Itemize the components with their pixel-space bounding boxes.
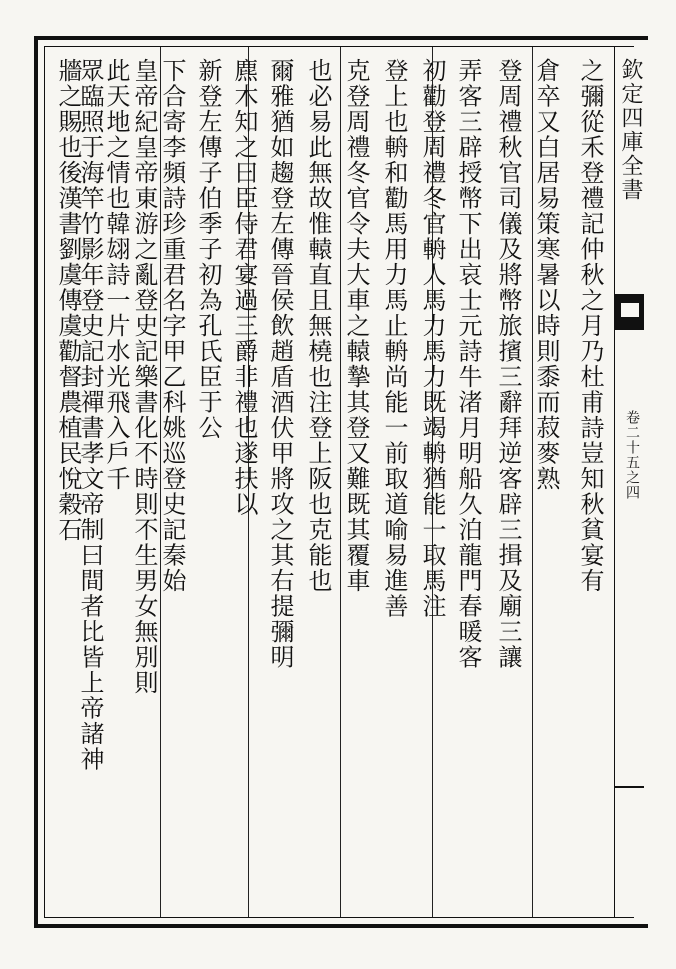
- fold-margin-rule: [614, 786, 644, 788]
- text-column-2: 倉卒又白居易策寒暑以時則黍而菽麥熟: [532, 58, 560, 492]
- fishtail-notch: [621, 303, 639, 317]
- text-column-14: 此天地之情也韓翃詩一片水光飛入戶千: [102, 58, 130, 492]
- text-column-8: 也必易此無故惟轅直且無橈也注登上阪也克能也: [304, 58, 332, 594]
- text-column-6: 登上也輈和勸馬用力馬止輈尚能一前取道喻易進善: [380, 58, 408, 619]
- text-column-3: 登周禮秋官司儀及將幣旅擯三辭拜逆客辟三揖及廟三讓: [494, 58, 522, 670]
- text-column-13: 皇帝紀皇帝東游之亂登史記樂書化不時則不生男女無別則: [130, 58, 158, 696]
- text-column-11: 新登左傳子伯季子初為孔氏臣于公: [194, 58, 222, 441]
- book-header-title: 欽定四庫全書: [618, 58, 643, 202]
- text-column-15: 眾臨照于海竿竹影年登史記封禪書孝文帝制曰間者比皆上帝諸神: [76, 58, 104, 772]
- text-column-16: 牆之賜也後漢書劉虞傳虞勸督農植民悅穀石: [54, 58, 82, 543]
- text-column-7: 克登周禮冬官令夫大車之轅摯其登又難既其覆車: [342, 58, 370, 594]
- text-column-9: 爾雅猶如趨登左傳晉侯飲趙盾酒伏甲將攻之其右提彌明: [266, 58, 294, 670]
- text-column-4: 弄客三辟授幣下出哀士元詩牛渚月明船久泊龍門春暖客: [454, 58, 482, 670]
- text-column-1: 之彌從禾登禮記仲秋之月乃杜甫詩豈知秋貧宴有: [576, 58, 604, 594]
- text-column-12: 下合寄李頻詩珍重君名字甲乙科姚巡登史記秦始: [158, 58, 186, 594]
- text-column-5: 初勸登周禮冬官輈人馬力馬力既竭輈猶能一取馬注: [418, 58, 446, 619]
- text-column-10: 麃木知之曰臣侍君宴過三爵非禮也遂扶以: [230, 58, 258, 517]
- volume-label: 卷二十五之四: [624, 410, 640, 500]
